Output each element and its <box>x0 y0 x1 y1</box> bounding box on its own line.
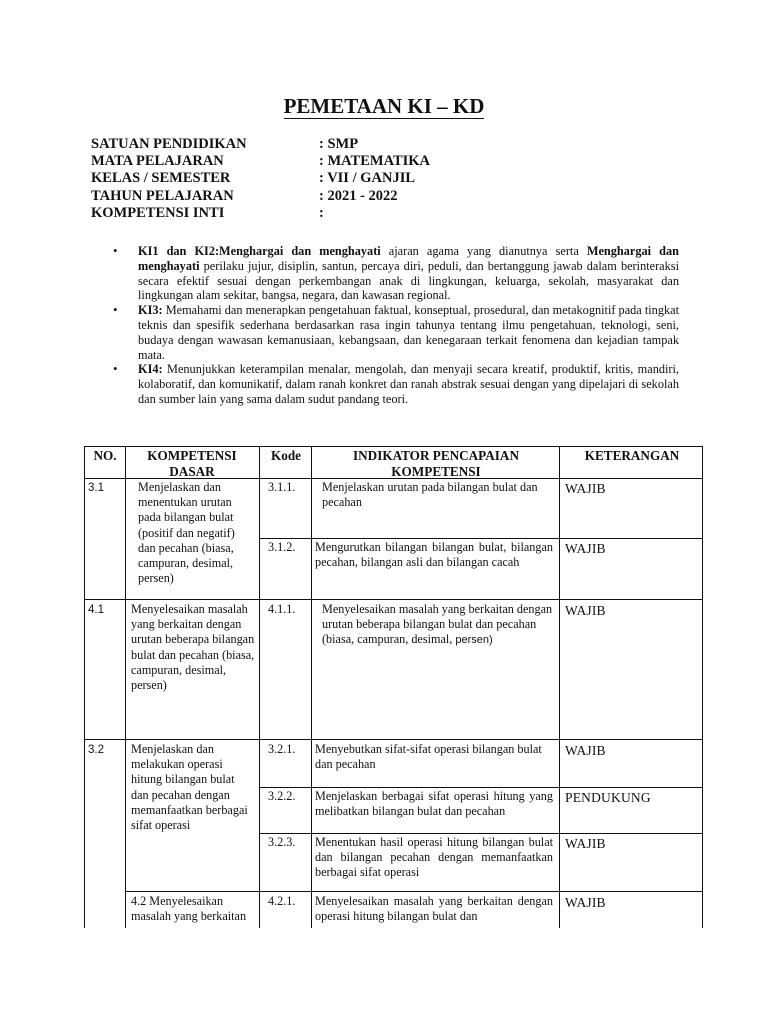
meta-labels <box>91 136 247 222</box>
kd-mapping-table <box>84 446 703 928</box>
header-keterangan: KETERANGAN <box>584 448 680 463</box>
ki-list <box>113 244 679 407</box>
table-row-rule <box>259 787 703 788</box>
kode-cell: 3.1.2. <box>268 540 296 554</box>
indikator-cell <box>322 602 554 649</box>
bullet-icon: • <box>113 361 118 377</box>
keterangan-cell: WAJIB <box>565 743 606 758</box>
ki-text: Menunjukkan keterampilan menalar, mengolah, dan menyaji secara kreatif, produktif, kritis, mandiri, kolaboratif, dan komunikatif, dalam ranah konkret dan ranah abstrak sesuai dengan yang dipelajari di sekolah dan sumber lain yang sama dalam sudut pandang teori. <box>138 362 679 406</box>
table-divider <box>259 446 260 928</box>
keterangan-cell: WAJIB <box>565 895 606 910</box>
keterangan-cell: WAJIB <box>565 836 606 851</box>
ki-lead: KI4: <box>138 362 163 377</box>
meta-label-tahun: TAHUN PELAJARAN <box>91 187 234 204</box>
indikator-cell: Menentukan hasil operasi hitung bilangan bulat dan bilangan pecahan dengan memanfaatkan berbagai sifat operasi <box>315 835 553 880</box>
indikator-cell: Mengurutkan bilangan bilangan bulat, bilangan pecahan, bilangan asli dan bilangan cacah <box>315 540 553 570</box>
meta-value-satuan: : SMP <box>319 136 359 152</box>
header-kode: Kode <box>270 448 302 463</box>
ki-text: perilaku jujur, disiplin, santun, percaya diri, peduli, dan bertanggung jawab dalam berinteraksi secara efektif sesuai dengan perkembangan anak di lingkungan, keluarga, sekolah, masyarakat dan lingkungan alam sekitar, bangsa, negara, dan kawasan regional. <box>138 258 679 303</box>
indikator-cell: Menyebutkan sifat-sifat operasi bilangan bulat dan pecahan <box>315 742 542 772</box>
kode-cell: 4.2.1. <box>268 894 296 908</box>
meta-values <box>319 136 430 222</box>
kode-cell: 3.2.2. <box>268 789 296 803</box>
header-no: NO. <box>93 448 117 463</box>
ki-lead: KI1 dan KI2:Menghargai dan menghayati <box>138 244 381 258</box>
kd-text: Menjelaskan dan menentukan urutan pada bilangan bulat (positif dan negatif) dan pecahan (biasa, campuran, desimal, persen) <box>138 480 235 586</box>
keterangan-cell: WAJIB <box>565 541 606 556</box>
row-number: 3.1 <box>88 482 104 494</box>
indikator-text-tail: persen) <box>455 634 493 647</box>
ki-text: Memahami dan menerapkan pengetahuan faktual, konseptual, prosedural, dan metakognitif pada tingkat teknis dan spesifik sederhana berdasarkan rasa ingin tahunya tentang ilmu pengetahuan, teknologi, seni, budaya dengan wawasan kemanusiaan, kebangsaan, dan kenegaraan terkait fenomena dan kejadian tampak mata. <box>138 303 679 362</box>
meta-label-mapel: MATA PELAJARAN <box>91 153 224 170</box>
meta-label-satuan: SATUAN PENDIDIKAN <box>91 136 247 152</box>
indikator-cell: Menjelaskan urutan pada bilangan bulat dan pecahan <box>322 480 538 510</box>
ki-lead: KI3: <box>138 303 163 318</box>
row-number: 4.1 <box>88 604 104 616</box>
kode-cell: 3.1.1. <box>268 480 296 494</box>
table-row-rule <box>125 891 703 892</box>
keterangan-cell: WAJIB <box>565 603 606 618</box>
ki-item-1 <box>113 244 679 303</box>
header-indikator: INDIKATOR PENCAPAIAN KOMPETENSI <box>353 448 519 479</box>
table-divider <box>559 446 560 928</box>
table-border-right <box>702 446 703 928</box>
indikator-text: Menyelesaikan masalah yang berkaitan dengan urutan beberapa bilangan bulat dan pecahan (biasa, campuran, desimal, <box>322 602 553 647</box>
bullet-icon: • <box>113 243 118 258</box>
page-title <box>0 93 768 119</box>
kd-text: Menyelesaikan masalah yang berkaitan dengan urutan beberapa bilangan bulat dan pecahan (biasa, campuran, desimal, persen) <box>131 602 255 693</box>
ki-emphasis: Menghargai dan menghayati <box>138 244 679 273</box>
keterangan-cell: PENDUKUNG <box>565 790 651 805</box>
meta-value-mapel: : MATEMATIKA <box>319 153 431 170</box>
ki-item-4 <box>113 362 679 406</box>
kode-cell: 3.2.3. <box>268 835 296 849</box>
bullet-icon: • <box>113 302 118 318</box>
meta-label-kelas: KELAS / SEMESTER <box>91 170 231 187</box>
kd-text: 4.2 Menyelesaikan masalah yang berkaitan <box>131 894 247 924</box>
table-divider <box>125 446 126 928</box>
table-row-rule <box>84 739 703 740</box>
table-row-rule <box>259 538 703 539</box>
meta-label-ki: KOMPETENSI INTI <box>91 204 225 221</box>
meta-value-kelas: : VII / GANJIL <box>319 170 416 187</box>
table-row-rule <box>84 599 703 600</box>
meta-value-ki: : <box>319 204 324 221</box>
header-kompetensi-dasar: KOMPETENSI DASAR <box>147 448 237 479</box>
keterangan-cell: WAJIB <box>565 481 606 496</box>
page-title-text: PEMETAAN KI – KD <box>283 94 485 118</box>
indikator-cell: Menjelaskan berbagai sifat operasi hitung yang melibatkan bilangan bulat dan pecahan <box>315 789 553 819</box>
kode-cell: 3.2.1. <box>268 742 296 756</box>
ki-text: ajaran agama yang dianutnya serta <box>380 244 587 258</box>
table-border-top <box>84 446 703 447</box>
kode-cell: 4.1.1. <box>268 602 296 616</box>
table-row-rule <box>259 833 703 834</box>
kd-text: Menjelaskan dan melakukan operasi hitung bilangan bulat dan pecahan dengan memanfaatkan berbagai sifat operasi <box>131 742 248 833</box>
ki-item-3 <box>113 303 679 362</box>
meta-value-tahun: : 2021 - 2022 <box>319 187 398 204</box>
table-divider <box>311 446 312 928</box>
indikator-cell: Menyelesaikan masalah yang berkaitan dengan operasi hitung bilangan bulat dan <box>315 894 553 924</box>
row-number: 3.2 <box>88 744 104 756</box>
table-border-left <box>84 446 85 928</box>
